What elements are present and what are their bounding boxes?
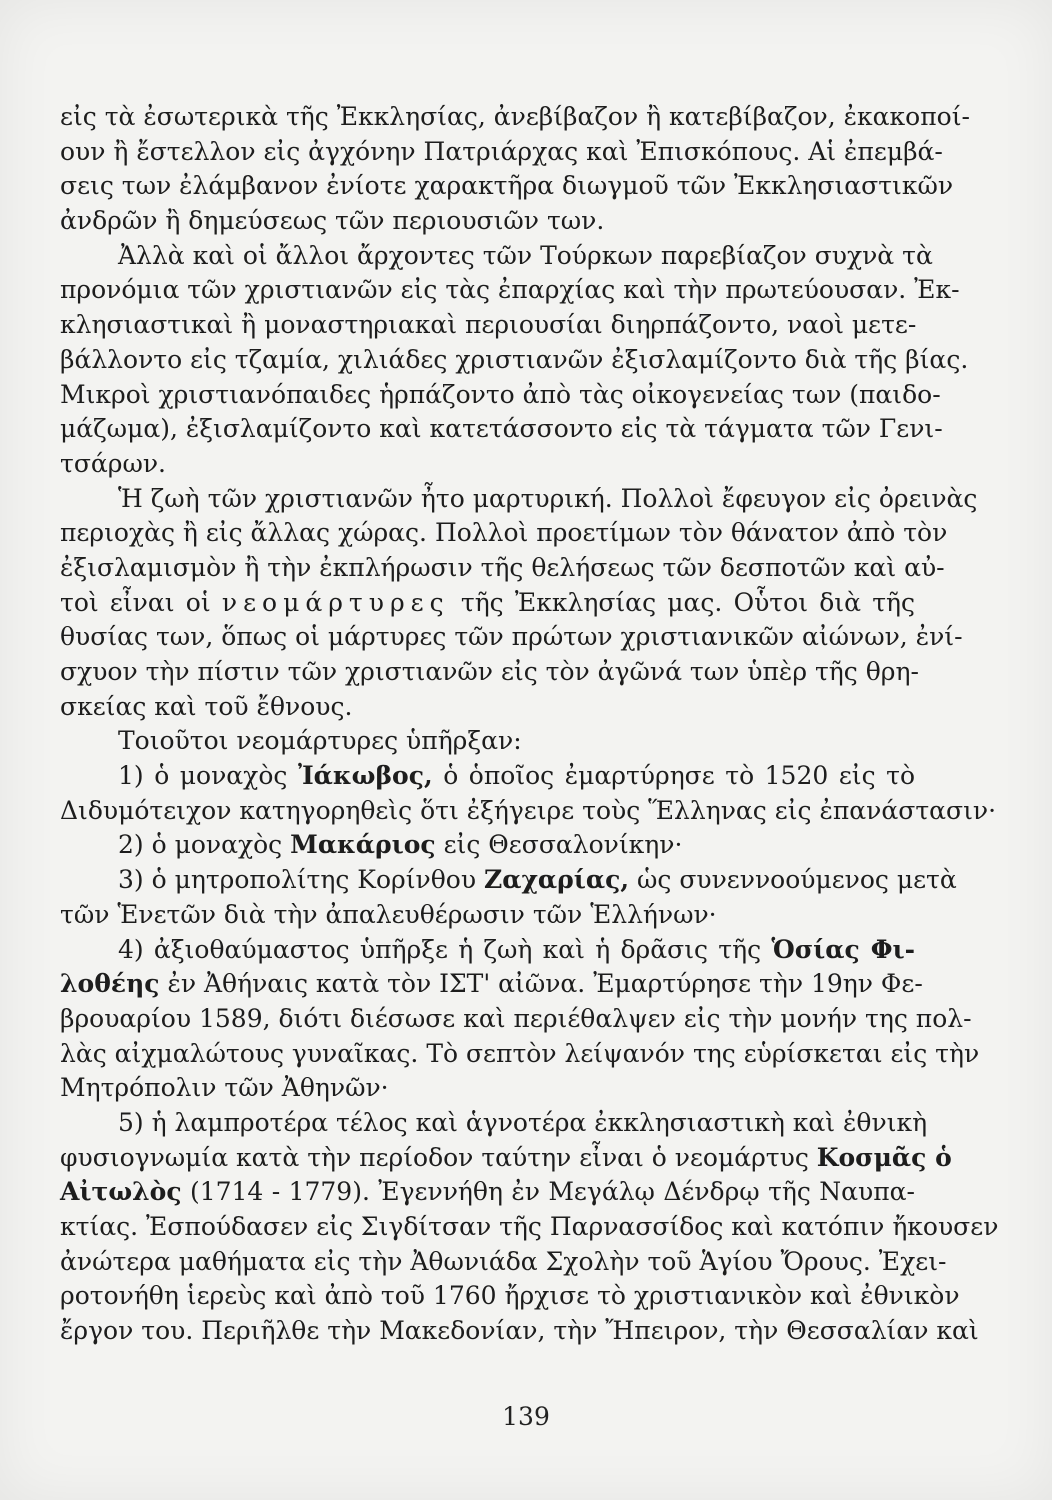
- text-line: μάζωμα), ἐξισλαμίζοντο καὶ κατετάσσοντο εἰς τὰ τάγματα τῶν Γενι-: [60, 414, 943, 444]
- text-line: ουν ἢ ἔστελλον εἰς ἀγχόνην Πατριάρχας καὶ Ἐπισκόπους. Αἱ ἐπεμβά-: [60, 136, 943, 166]
- text-line: προνόμια τῶν χριστιανῶν εἰς τὰς ἐπαρχίας καὶ τὴν πρωτεύουσαν. Ἐκ-: [60, 275, 960, 305]
- text-line: σκείας καὶ τοῦ ἔθνους.: [60, 691, 353, 721]
- text-segment: εἰς Θεσσαλονίκην·: [443, 830, 683, 860]
- text-line: ἀνώτερα μαθήματα εἰς τὴν Ἀθωνιάδα Σχολὴν τοῦ Ἁγίου Ὄρους. Ἐχει-: [60, 1246, 947, 1276]
- text-line: [60, 1175, 915, 1210]
- text-line: κλησιαστικαὶ ἢ μοναστηριακαὶ περιουσίαι διηρπάζοντο, ναοὶ μετε-: [60, 310, 917, 340]
- bold-name: Ἰάκωβος,: [297, 761, 433, 791]
- text-line: εἰς τὰ ἐσωτερικὰ τῆς Ἐκκλησίας, ἀνεβίβαζον ἢ κατεβίβαζον, ἐκακοποί-: [60, 102, 970, 131]
- text-segment: 4) ἀξιοθαύμαστος ὑπῆρξε ἡ ζωὴ καὶ ἡ δρᾶσις τῆς: [118, 934, 762, 964]
- bold-name: Κοσμᾶς ὁ: [816, 1142, 952, 1172]
- text-line: [60, 828, 915, 863]
- text-line: Διδυμότειχον κατηγορηθεὶς ὅτι ἐξήγειρε τοὺς Ἕλληνας εἰς ἐπανάστασιν·: [60, 795, 997, 825]
- text-line: θυσίας των, ὅπως οἱ μάρτυρες τῶν πρώτων χριστιανικῶν αἰώνων, ἐνί-: [60, 622, 963, 652]
- text-segment: ἐν Ἀθήναις κατὰ τὸν ΙΣΤ' αἰῶνα. Ἐμαρτύρησε τὴν 19ην Φε-: [167, 969, 923, 999]
- text-line: ροτονήθη ἱερεὺς καὶ ἀπὸ τοῦ 1760 ἤρχισε τὸ χριστιανικὸν καὶ ἐθνικὸν: [60, 1281, 960, 1311]
- body-text: [60, 100, 999, 1349]
- text-line: Ἀλλὰ καὶ οἱ ἄλλοι ἄρχοντες τῶν Τούρκων παρεβίαζον συχνὰ τὰ: [118, 240, 933, 270]
- text-line: βάλλοντο εἰς τζαμία, χιλιάδες χριστιανῶν ἐξισλαμίζοντο διὰ τῆς βίας.: [60, 344, 969, 374]
- text-line: σεις των ἐλάμβανον ἐνίοτε χαρακτῆρα διωγμοῦ τῶν Ἐκκλησιαστικῶν: [60, 171, 954, 201]
- text-line: 5) ἡ λαμπροτέρα τέλος καὶ ἁγνοτέρα ἐκκλησιαστικὴ καὶ ἐθνικὴ: [118, 1107, 928, 1137]
- text-line: [60, 967, 923, 1002]
- text-line: κτίας. Ἐσπούδασεν εἰς Σιγδίτσαν τῆς Παρνασσίδος καὶ κατόπιν ἤκουσεν: [60, 1212, 999, 1241]
- text-line: [60, 933, 915, 968]
- text-line: Τοιοῦτοι νεομάρτυρες ὑπῆρξαν:: [118, 726, 522, 756]
- text-segment: τοὶ εἶναι οἱ: [60, 587, 211, 617]
- text-line: Μητρόπολιν τῶν Ἀθηνῶν·: [60, 1073, 389, 1103]
- bold-name: Αἰτωλὸς: [60, 1177, 182, 1207]
- text-segment: ὁ ὁποῖος ἐμαρτύρησε τὸ 1520 εἰς τὸ: [443, 761, 916, 791]
- text-segment: τῆς Ἐκκλησίας μας. Οὗτοι διὰ τῆς: [460, 587, 916, 617]
- text-segment: φυσιογνωμία κατὰ τὴν περίοδον ταύτην εἶναι ὁ νεομάρτυς: [60, 1142, 809, 1172]
- text-line: ἐξισλαμισμὸν ἢ τὴν ἐκπλήρωσιν τῆς θελήσεως τῶν δεσποτῶν καὶ αὐ-: [60, 552, 945, 582]
- text-segment: 2) ὁ μοναχὸς: [118, 830, 283, 860]
- text-line: ἀνδρῶν ἢ δημεύσεως τῶν περιουσιῶν των.: [60, 206, 605, 236]
- text-line: σχυον τὴν πίστιν τῶν χριστιανῶν εἰς τὸν ἀγῶνά των ὑπὲρ τῆς θρη-: [60, 657, 919, 686]
- text-line: λὰς αἰχμαλώτους γυναῖκας. Τὸ σεπτὸν λείψανόν της εὑρίσκεται εἰς τὴν: [60, 1038, 980, 1068]
- bold-name: Μακάριος: [290, 830, 436, 860]
- text-line: [60, 1141, 952, 1176]
- bold-name: λοθέης: [60, 969, 160, 999]
- text-line: περιοχὰς ἢ εἰς ἄλλας χώρας. Πολλοὶ προετίμων τὸν θάνατον ἀπὸ τὸν: [60, 518, 948, 548]
- text-segment: 3) ὁ μητροπολίτης Κορίνθου: [118, 865, 477, 895]
- text-line: βρουαρίου 1589, διότι διέσωσε καὶ περιέθαλψεν εἰς τὴν μονήν της πολ-: [60, 1003, 972, 1033]
- text-line: τῶν Ἑνετῶν διὰ τὴν ἀπαλευθέρωσιν τῶν Ἑλλήνων·: [60, 899, 717, 929]
- text-segment: (1714 - 1779). Ἐγεννήθη ἐν Μεγάλῳ Δένδρῳ τῆς Ναυπα-: [189, 1177, 915, 1207]
- text-line: Ἡ ζωὴ τῶν χριστιανῶν ἦτο μαρτυρική. Πολλοὶ ἔφευγον εἰς ὀρεινὰς: [118, 483, 978, 513]
- text-segment: ὡς συνεννοούμενος μετὰ: [637, 865, 957, 895]
- text-line: ἔργον του. Περιῆλθε τὴν Μακεδονίαν, τὴν Ἤπειρον, τὴν Θεσσαλίαν καὶ: [60, 1316, 979, 1346]
- text-line: τσάρων.: [60, 448, 167, 478]
- bold-name: Ὁσίας Φι-: [771, 934, 915, 964]
- emphasized-term: νεομάρτυρες: [221, 587, 450, 617]
- text-line: [60, 863, 957, 898]
- text-line: [60, 586, 915, 621]
- text-line: [60, 759, 915, 794]
- page-number: 139: [502, 1402, 550, 1431]
- text-line: Μικροὶ χριστιανόπαιδες ἡρπάζοντο ἀπὸ τὰς οἰκογενείας των (παιδο-: [60, 379, 941, 409]
- text-segment: 1) ὁ μοναχὸς: [118, 761, 288, 791]
- bold-name: Ζαχαρίας,: [483, 865, 630, 895]
